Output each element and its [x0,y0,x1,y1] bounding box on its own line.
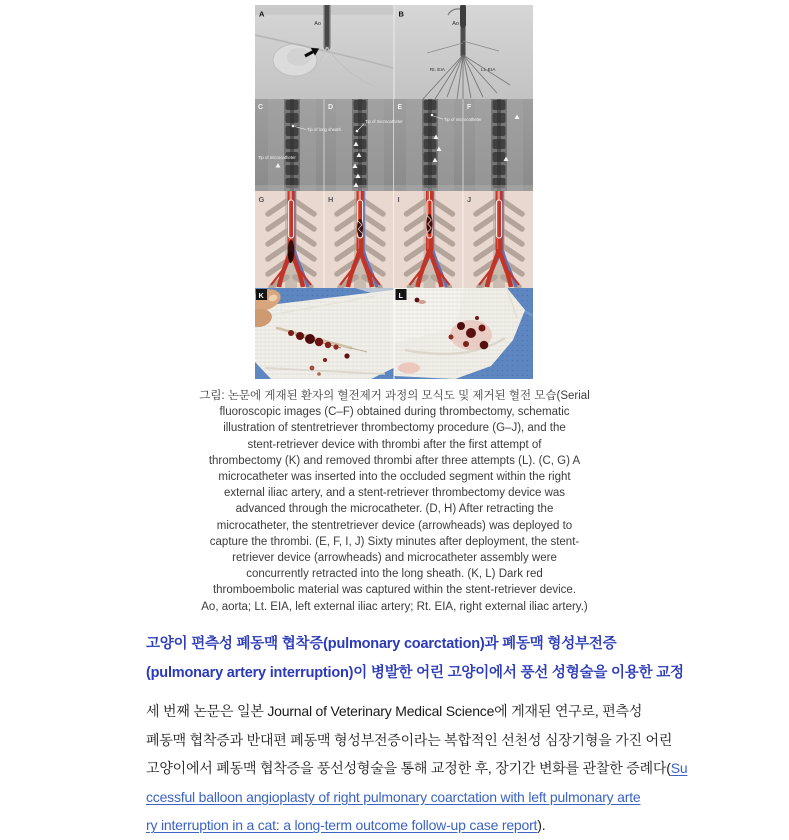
label-ao: Ao [314,21,321,27]
label-lt-eia: Lt. EIA [481,68,496,73]
label-ao: Ao [452,21,459,27]
case-report-link[interactable]: ccessful balloon angioplasty of right pulmonary coarctation with left pulmonary arte [146,788,641,805]
figure-row-schematic [255,191,533,288]
panel-letter: C [258,104,264,111]
caption-line: thromboembolic material was captured within the stent-retriever device. [212,584,577,597]
panel-letter: A [259,9,265,19]
paragraph-line [146,783,786,812]
paragraph-line [146,754,786,783]
figure-row-photos [255,288,533,379]
label-tip-of-microcatheter: Tip of microcatheter [444,117,482,122]
paragraph-line [146,811,786,840]
caption-line: external iliac artery, and a stent-retriever thrombectomy device was [223,487,566,500]
caption-line: thrombectomy (K) and removed thrombi after three attempts (L). (C, G) A [208,454,581,467]
panel-letter: F [467,104,472,111]
case-report-link[interactable]: Su [670,760,688,777]
caption-line: Ao, aorta; Lt. EIA, left external iliac artery; Rt. EIA, right external iliac artery.) [201,600,588,613]
caption-line: stent-retriever device with thrombi after the first attempt of [247,438,542,451]
caption-line: illustration of stentretriever thrombectomy procedure (G–J), and the [223,422,566,435]
label-rt-eia: Rt. EIA [429,68,445,73]
panel-letter: I [397,195,400,204]
label-tip-of-microcatheter: Tip of microcatheter [258,155,296,160]
thrombus [357,219,363,237]
label-tip-of-microcatheter: Tip of microcatheter [365,119,403,124]
panel-letter: H [328,195,334,204]
paragraph-line: 폐동맥 협착증과 반대편 폐동맥 형성부전증이라는 복합적인 선천성 심장기형을 가진 어린 [146,731,673,748]
caption-line: microcatheter was inserted into the occluded segment within the right [218,471,571,484]
case-report-link[interactable]: ry interruption in a cat: a long-term outcome follow-up case report [146,817,538,834]
label-tip-of-long-sheath: Tip of long sheath [307,127,341,132]
caption-line: microcatheter, the stentretriever device (arrowheads) was deployed to [216,519,573,532]
figure-caption [0,388,789,615]
panel-letter: E [397,104,403,111]
panel-letter: D [328,104,334,111]
figure-row-fluoroscopy [255,99,533,191]
figure-row-angiograms [255,5,533,99]
panel-letter: J [467,195,472,204]
heading-line: 고양이 편측성 폐동맥 협착증(pulmonary coarctation)과 폐동맥 형성부전증 [146,636,617,652]
panel-letter: L [398,292,403,300]
caption-line: fluoroscopic images (C–F) obtained during thrombectomy, schematic [219,406,570,419]
article-heading [146,630,786,688]
article-figure [255,5,533,379]
paragraph-line: 세 번째 논문은 일본 Journal of Veterinary Medical Science에 게재된 연구로, 편측성 [146,703,643,719]
caption-line: capture the thrombi. (E, F, I, J) Sixty minutes after deployment, the stent- [209,535,580,548]
caption-line: concurrently retracted into the long sheath. (K, L) Dark red [246,568,543,581]
panel-letter: K [258,292,264,300]
panel-letter: G [258,195,265,204]
heading-line: (pulmonary artery interruption)이 병발한 어린 고양이에서 풍선 성형술을 이용한 교정 [146,665,684,681]
article-paragraph [146,697,786,840]
paragraph-text: 고양이에서 폐동맥 협착증을 풍선성형술을 통해 교정한 후, 장기간 변화를 관찰한 증례다( [146,760,671,777]
caption-line: advanced through the microcatheter. (D, H) After retracting the [235,503,554,516]
paragraph-text: ). [537,817,546,834]
caption-line: 그림: 논문에 게재된 환자의 혈전제거 과정의 모식도 및 제거된 혈전 모습(Serial [199,390,590,402]
panel-letter: B [398,9,404,19]
caption-line: retriever device (arrowheads) and microcatheter assembly were [232,552,557,565]
